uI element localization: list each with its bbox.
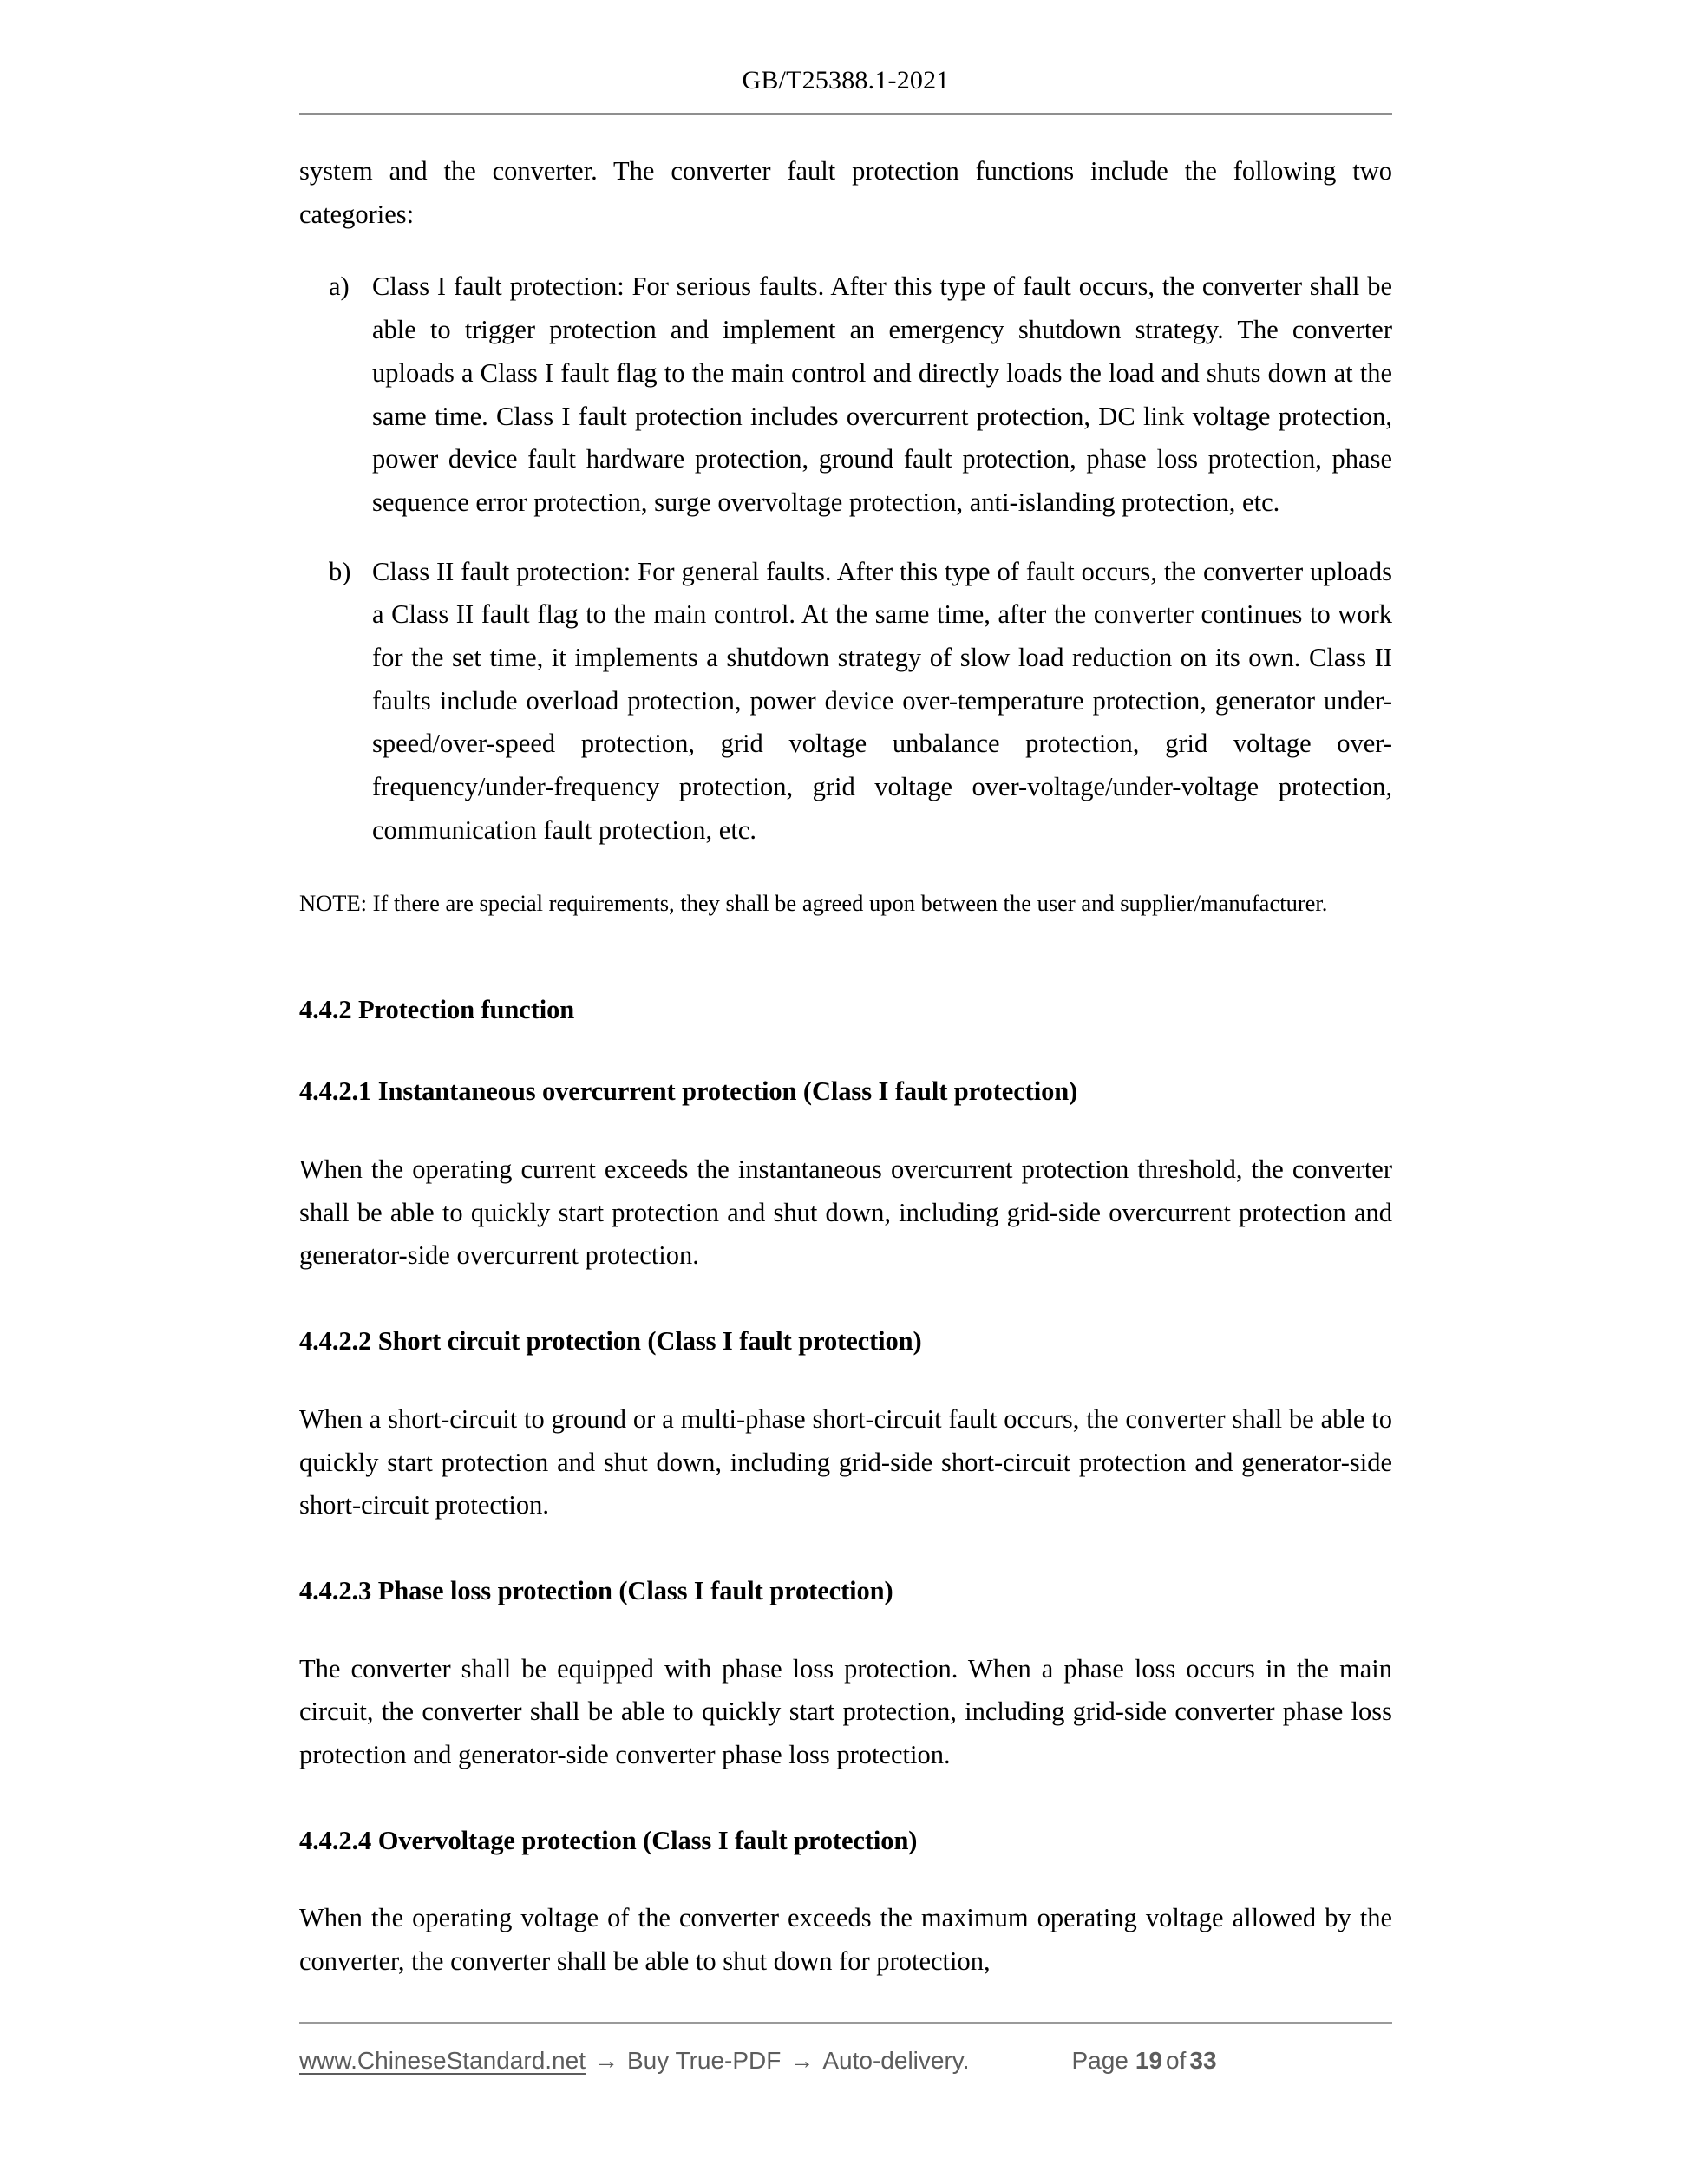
list-item [329,265,1392,524]
list-item-text: Class II fault protection: For general faults. After this type of fault occurs, the converter uploads a Class II fault flag to the main control. At the same time, after the converter continues to work for the set time, it implements a shutdown strategy of slow load reduction on its own. Class II faults include overload protection, power device over-temperature protection, generator under-speed/over-speed protection, grid voltage unbalance protection, grid voltage over-frequency/under-frequency protection, grid voltage over-voltage/under-voltage protection, communication fault protection, etc. [372,556,1392,845]
spacer [299,1278,1392,1323]
page-header [299,0,1392,115]
document-body [299,115,1392,1984]
note-paragraph: NOTE: If there are special requirements, they shall be agreed upon between the user and supplier/manufacturer. [299,889,1328,916]
section-heading-4-4-2-2: 4.4.2.2 Short circuit protection (Class I fault protection) [299,1326,922,1357]
list-item-text: Class I fault protection: For serious faults. After this type of fault occurs, the converter shall be able to trigger protection and implement an emergency shutdown strategy. The converter uploads a Class I fault flag to the main control and directly loads the load and shuts down at the same time. Class I fault protection includes overcurrent protection, DC link voltage protection, power device fault hardware protection, ground fault protection, phase loss protection, phase sequence error protection, surge overvoltage protection, anti-islanding protection, etc. [372,271,1392,517]
intro-paragraph: system and the converter. The converter fault protection functions include the following two categories: [299,156,1392,229]
auto-delivery-text: Auto-delivery. [822,2047,970,2074]
page-label: Page [1071,2047,1129,2074]
section-paragraph-4-4-2-1: When the operating current exceeds the instantaneous overcurrent protection threshold, the converter shall be able to quickly start protection and shut down, including grid-side overcurrent protection and generator-side overcurrent protection. [299,1154,1392,1271]
section-paragraph-4-4-2-2: When a short-circuit to ground or a multi-phase short-circuit fault occurs, the converter shall be able to quickly start protection and shut down, including grid-side short-circuit protection and generator-side short-circuit protection. [299,1403,1392,1520]
section-heading-4-4-2-3: 4.4.2.3 Phase loss protection (Class I fault protection) [299,1575,893,1605]
arrow-right-icon: → [789,2047,815,2074]
section-paragraph-4-4-2-4: When the operating voltage of the converter exceeds the maximum operating voltage allowed by the converter, the converter shall be able to shut down for protection, [299,1903,1392,1977]
page-number: 19 [1135,2047,1163,2074]
spacer [299,1610,1392,1648]
page-footer [299,2022,1392,2075]
section-heading-4-4-2-4: 4.4.2.4 Overvoltage protection (Class I fault protection) [299,1825,918,1855]
spacer [299,1527,1392,1573]
page-indicator [1071,2047,1220,2075]
of-label: of [1166,2047,1187,2074]
chinese-standard-link[interactable]: www.ChineseStandard.net [299,2047,586,2074]
buy-true-pdf-text: Buy True-PDF [626,2047,782,2074]
spacer [299,1028,1392,1073]
section-heading-4-4-2-1: 4.4.2.1 Instantaneous overcurrent protection (Class I fault protection) [299,1076,1078,1107]
list-item-marker: a) [329,271,350,302]
footer-row [299,2047,1392,2075]
arrow-right-icon: → [593,2047,618,2074]
spacer [299,1110,1392,1148]
footer-divider [299,2022,1392,2024]
page-total: 33 [1189,2047,1217,2074]
section-paragraph-4-4-2-3: The converter shall be equipped with phase loss protection. When a phase loss occurs in the main circuit, the converter shall be able to quickly start protection, including grid-side converter phase loss protection and generator-side converter phase loss protection. [299,1653,1392,1769]
spacer [299,1777,1392,1822]
list-item-marker: b) [329,556,351,586]
spacer [299,946,1392,991]
section-heading-4-4-2: 4.4.2 Protection function [299,994,575,1024]
list-item [329,551,1392,853]
spacer [299,1859,1392,1897]
fault-protection-list [299,265,1392,852]
standard-number-title: GB/T25388.1-2021 [742,66,950,95]
page-content [299,0,1392,1984]
spacer [299,1360,1392,1398]
